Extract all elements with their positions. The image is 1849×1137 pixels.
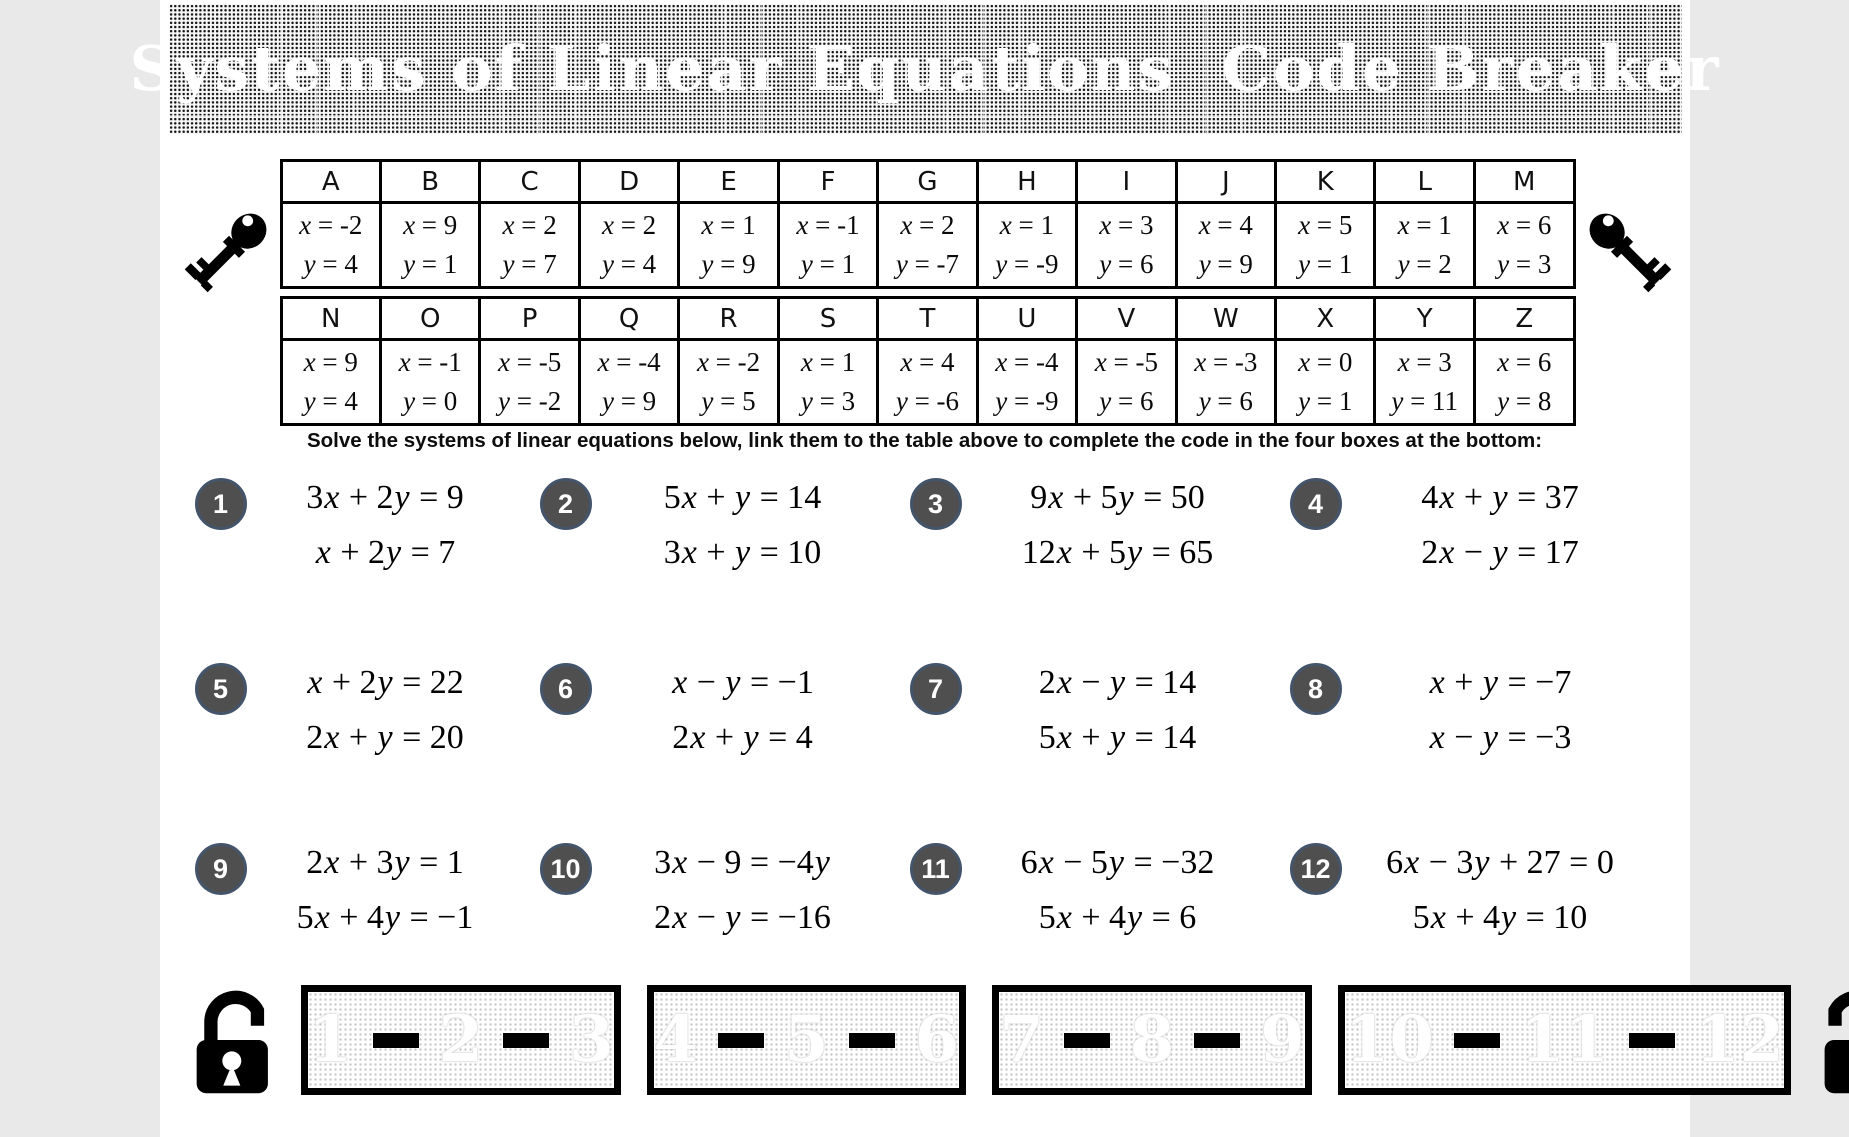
x-value: x = -5 — [498, 347, 562, 377]
equation-group — [962, 659, 1280, 762]
cipher-letter: E — [679, 161, 778, 203]
x-value: x = 1 — [800, 347, 856, 377]
x-value: x = 2 — [900, 210, 955, 240]
problem-number-badge: 8 — [1290, 663, 1342, 715]
x-value: x = -1 — [796, 210, 860, 240]
equation: 2x + 3y = 1 — [306, 844, 464, 881]
cipher-letter: H — [977, 161, 1076, 203]
equation: 6x − 3y + 27 = 0 — [1386, 844, 1614, 881]
equation: x + 2y = 7 — [315, 534, 456, 571]
y-value: y = 4 — [303, 249, 358, 279]
cipher-values — [281, 203, 380, 288]
equation-group — [1342, 659, 1665, 762]
cipher-letter: P — [480, 298, 579, 340]
x-value: x = 0 — [1298, 347, 1353, 377]
x-value: x = 3 — [1099, 210, 1154, 240]
cipher-letter: K — [1276, 161, 1375, 203]
y-value: y = -7 — [895, 249, 960, 279]
x-value: x = -2 — [299, 210, 363, 240]
x-value: x = 1 — [701, 210, 756, 240]
problem-3 — [900, 462, 1280, 647]
code-box-2 — [647, 985, 967, 1095]
cipher-letter: O — [380, 298, 479, 340]
cipher-letter: C — [480, 161, 579, 203]
y-value: y = 1 — [403, 249, 458, 279]
equation: 2x + y = 4 — [672, 719, 813, 756]
cipher-values — [480, 203, 579, 288]
problem-number-badge: 5 — [195, 663, 247, 715]
equation: 2x + y = 20 — [306, 719, 464, 756]
code-digit: 5 — [784, 1002, 829, 1077]
cipher-letter: A — [281, 161, 380, 203]
problems-grid — [185, 462, 1665, 1017]
equation: x − y = −1 — [672, 664, 814, 701]
cipher-letter: G — [878, 161, 977, 203]
cipher-letter: T — [878, 298, 977, 340]
cipher-values — [380, 340, 479, 425]
value-row — [281, 203, 1574, 288]
open-padlock-icon — [1817, 983, 1849, 1097]
y-value: y = -9 — [995, 386, 1059, 416]
equation-group — [247, 659, 530, 762]
x-value: x = -5 — [1094, 347, 1158, 377]
cipher-letter: D — [579, 161, 678, 203]
cipher-letter: J — [1176, 161, 1275, 203]
equation: 4x + y = 37 — [1421, 479, 1579, 516]
cipher-values — [878, 203, 977, 288]
instruction-text: Solve the systems of linear equations below, link them to the table above to complete the code in the four boxes at the bottom: — [306, 429, 1543, 452]
code-box-1 — [301, 985, 621, 1095]
cipher-letter: M — [1474, 161, 1574, 203]
y-value: y = 5 — [701, 386, 756, 416]
x-value: x = -3 — [1194, 347, 1258, 377]
problem-number-badge: 10 — [540, 843, 592, 895]
cipher-values — [679, 203, 778, 288]
y-value: y = 6 — [1198, 386, 1253, 416]
equation: 3x + y = 10 — [663, 534, 822, 571]
code-box-3 — [992, 985, 1312, 1095]
equation-group — [962, 474, 1280, 577]
cipher-letter: B — [380, 161, 479, 203]
cipher-values — [977, 340, 1076, 425]
equation: 5x + y = 14 — [1038, 719, 1197, 756]
x-value: x = -4 — [597, 347, 661, 377]
x-value: x = 9 — [403, 210, 458, 240]
x-value: x = 4 — [1198, 210, 1253, 240]
dash-separator — [1629, 1033, 1675, 1048]
cipher-values — [1276, 203, 1375, 288]
equation-group — [592, 659, 900, 762]
code-digit: 11 — [1519, 1002, 1609, 1077]
code-digit: 9 — [1260, 1002, 1305, 1077]
key-icon — [1572, 197, 1682, 305]
y-value: y = 1 — [1298, 386, 1353, 416]
problem-6 — [530, 647, 900, 827]
cipher-values — [1474, 203, 1574, 288]
y-value: y = 9 — [601, 386, 657, 416]
code-digit: 1 — [308, 1002, 353, 1077]
y-value: y = 11 — [1391, 386, 1459, 416]
cipher-values — [579, 340, 678, 425]
page-title: Systems of Linear Equations Code Breaker — [129, 32, 1721, 105]
cipher-letter: Q — [579, 298, 678, 340]
equation: 12x + 5y = 65 — [1021, 534, 1214, 571]
y-value: y = 2 — [1397, 249, 1452, 279]
problem-number-badge: 4 — [1290, 478, 1342, 530]
y-value: y = 4 — [601, 249, 657, 279]
equation: 5x + y = 14 — [663, 479, 822, 516]
cipher-values — [1474, 340, 1574, 425]
cipher-letter: W — [1176, 298, 1275, 340]
problem-number-badge: 7 — [910, 663, 962, 715]
equation: 6x − 5y = −32 — [1020, 844, 1215, 881]
cipher-values — [1176, 203, 1275, 288]
cipher-values — [1375, 203, 1474, 288]
y-value: y = 1 — [800, 249, 856, 279]
code-digit: 7 — [999, 1002, 1044, 1077]
open-padlock-icon — [190, 983, 276, 1097]
cipher-table-n-z — [280, 296, 1576, 426]
equation: 3x + 2y = 9 — [306, 479, 464, 516]
equation-group — [1342, 474, 1665, 577]
equation: 2x − y = −16 — [654, 899, 831, 936]
x-value: x = 1 — [1397, 210, 1452, 240]
letter-row — [281, 298, 1574, 340]
x-value: x = -4 — [995, 347, 1059, 377]
y-value: y = 9 — [1198, 249, 1253, 279]
code-digit: 3 — [569, 1002, 614, 1077]
dash-separator — [1194, 1033, 1240, 1048]
problem-number-badge: 6 — [540, 663, 592, 715]
y-value: y = 0 — [403, 386, 458, 416]
code-digit: 10 — [1344, 1002, 1434, 1077]
dash-separator — [1064, 1033, 1110, 1048]
cipher-letter: U — [977, 298, 1076, 340]
equation: 5x + 4y = 6 — [1038, 899, 1197, 936]
cipher-values — [480, 340, 579, 425]
cipher-values — [380, 203, 479, 288]
problem-1 — [185, 462, 530, 647]
x-value: x = 2 — [502, 210, 557, 240]
x-value: x = 2 — [601, 210, 657, 240]
problem-4 — [1280, 462, 1665, 647]
value-row — [281, 340, 1574, 425]
y-value: y = -6 — [895, 386, 960, 416]
y-value: y = 3 — [800, 386, 856, 416]
code-box-4 — [1338, 985, 1791, 1095]
cipher-values — [579, 203, 678, 288]
x-value: x = 1 — [999, 210, 1054, 240]
dash-separator — [849, 1033, 895, 1048]
cipher-letter: L — [1375, 161, 1474, 203]
x-value: x = 3 — [1397, 347, 1452, 377]
y-value: y = 9 — [701, 249, 756, 279]
equation: 3x − 9 = −4y — [654, 844, 830, 881]
cipher-letter: F — [778, 161, 877, 203]
cipher-values — [778, 203, 877, 288]
dash-separator — [373, 1033, 419, 1048]
problem-8 — [1280, 647, 1665, 827]
equation: 5x + 4y = −1 — [296, 899, 474, 936]
equation-group — [1342, 839, 1665, 942]
y-value: y = 1 — [1298, 249, 1353, 279]
problem-2 — [530, 462, 900, 647]
equation: x − y = −3 — [1429, 719, 1572, 756]
cipher-letter: S — [778, 298, 877, 340]
cipher-values — [778, 340, 877, 425]
equation-group — [592, 474, 900, 577]
equation: 2x − y = 17 — [1421, 534, 1579, 571]
cipher-values — [977, 203, 1076, 288]
equation-group — [247, 474, 530, 577]
problem-number-badge: 9 — [195, 843, 247, 895]
problem-number-badge: 3 — [910, 478, 962, 530]
equation-group — [962, 839, 1280, 942]
dash-separator — [1454, 1033, 1500, 1048]
cipher-letter: X — [1276, 298, 1375, 340]
worksheet-page — [129, 0, 1784, 1137]
cipher-values — [1176, 340, 1275, 425]
problem-number-badge: 1 — [195, 478, 247, 530]
code-digit: 6 — [914, 1002, 960, 1077]
code-digit: 12 — [1694, 1002, 1784, 1077]
cipher-letter: Y — [1375, 298, 1474, 340]
equation-group — [247, 839, 530, 942]
equation: 5x + 4y = 10 — [1412, 899, 1588, 936]
cipher-letter: Z — [1474, 298, 1574, 340]
y-value: y = 7 — [502, 249, 557, 279]
x-value: x = 6 — [1497, 347, 1552, 377]
dash-separator — [718, 1033, 764, 1048]
y-value: y = -2 — [498, 386, 562, 416]
cipher-letter: I — [1077, 161, 1176, 203]
x-value: x = 6 — [1497, 210, 1552, 240]
cipher-values — [679, 340, 778, 425]
problem-5 — [185, 647, 530, 827]
cipher-table-a-m — [280, 159, 1576, 289]
code-digit: 4 — [653, 1002, 699, 1077]
x-value: x = 5 — [1298, 210, 1353, 240]
letter-row — [281, 161, 1574, 203]
equation: 2x − y = 14 — [1038, 664, 1197, 701]
cipher-values — [1375, 340, 1474, 425]
x-value: x = 4 — [900, 347, 955, 377]
y-value: y = -9 — [995, 249, 1059, 279]
equation: x + 2y = 22 — [307, 664, 464, 701]
header-banner — [129, 4, 1721, 134]
equation: 9x + 5y = 50 — [1030, 479, 1205, 516]
equation: x + y = −7 — [1429, 664, 1572, 701]
x-value: x = 9 — [303, 347, 358, 377]
cipher-values — [281, 340, 380, 425]
y-value: y = 3 — [1497, 249, 1552, 279]
problem-7 — [900, 647, 1280, 827]
y-value: y = 6 — [1099, 249, 1154, 279]
cipher-values — [1077, 203, 1176, 288]
x-value: x = -1 — [398, 347, 462, 377]
cipher-values — [1276, 340, 1375, 425]
y-value: y = 8 — [1497, 386, 1552, 416]
problem-number-badge: 11 — [910, 843, 962, 895]
cipher-letter: R — [679, 298, 778, 340]
cipher-letter: N — [281, 298, 380, 340]
equation-group — [592, 839, 900, 942]
problem-number-badge: 2 — [540, 478, 592, 530]
key-icon — [174, 197, 284, 305]
code-digit: 2 — [438, 1002, 484, 1077]
cipher-values — [878, 340, 977, 425]
dash-separator — [503, 1033, 549, 1048]
cipher-values — [1077, 340, 1176, 425]
y-value: y = 6 — [1099, 386, 1154, 416]
code-row — [190, 983, 1784, 1097]
x-value: x = -2 — [696, 347, 761, 377]
problem-number-badge: 12 — [1290, 843, 1342, 895]
cipher-letter: V — [1077, 298, 1176, 340]
code-digit: 8 — [1129, 1002, 1175, 1077]
y-value: y = 4 — [303, 386, 358, 416]
